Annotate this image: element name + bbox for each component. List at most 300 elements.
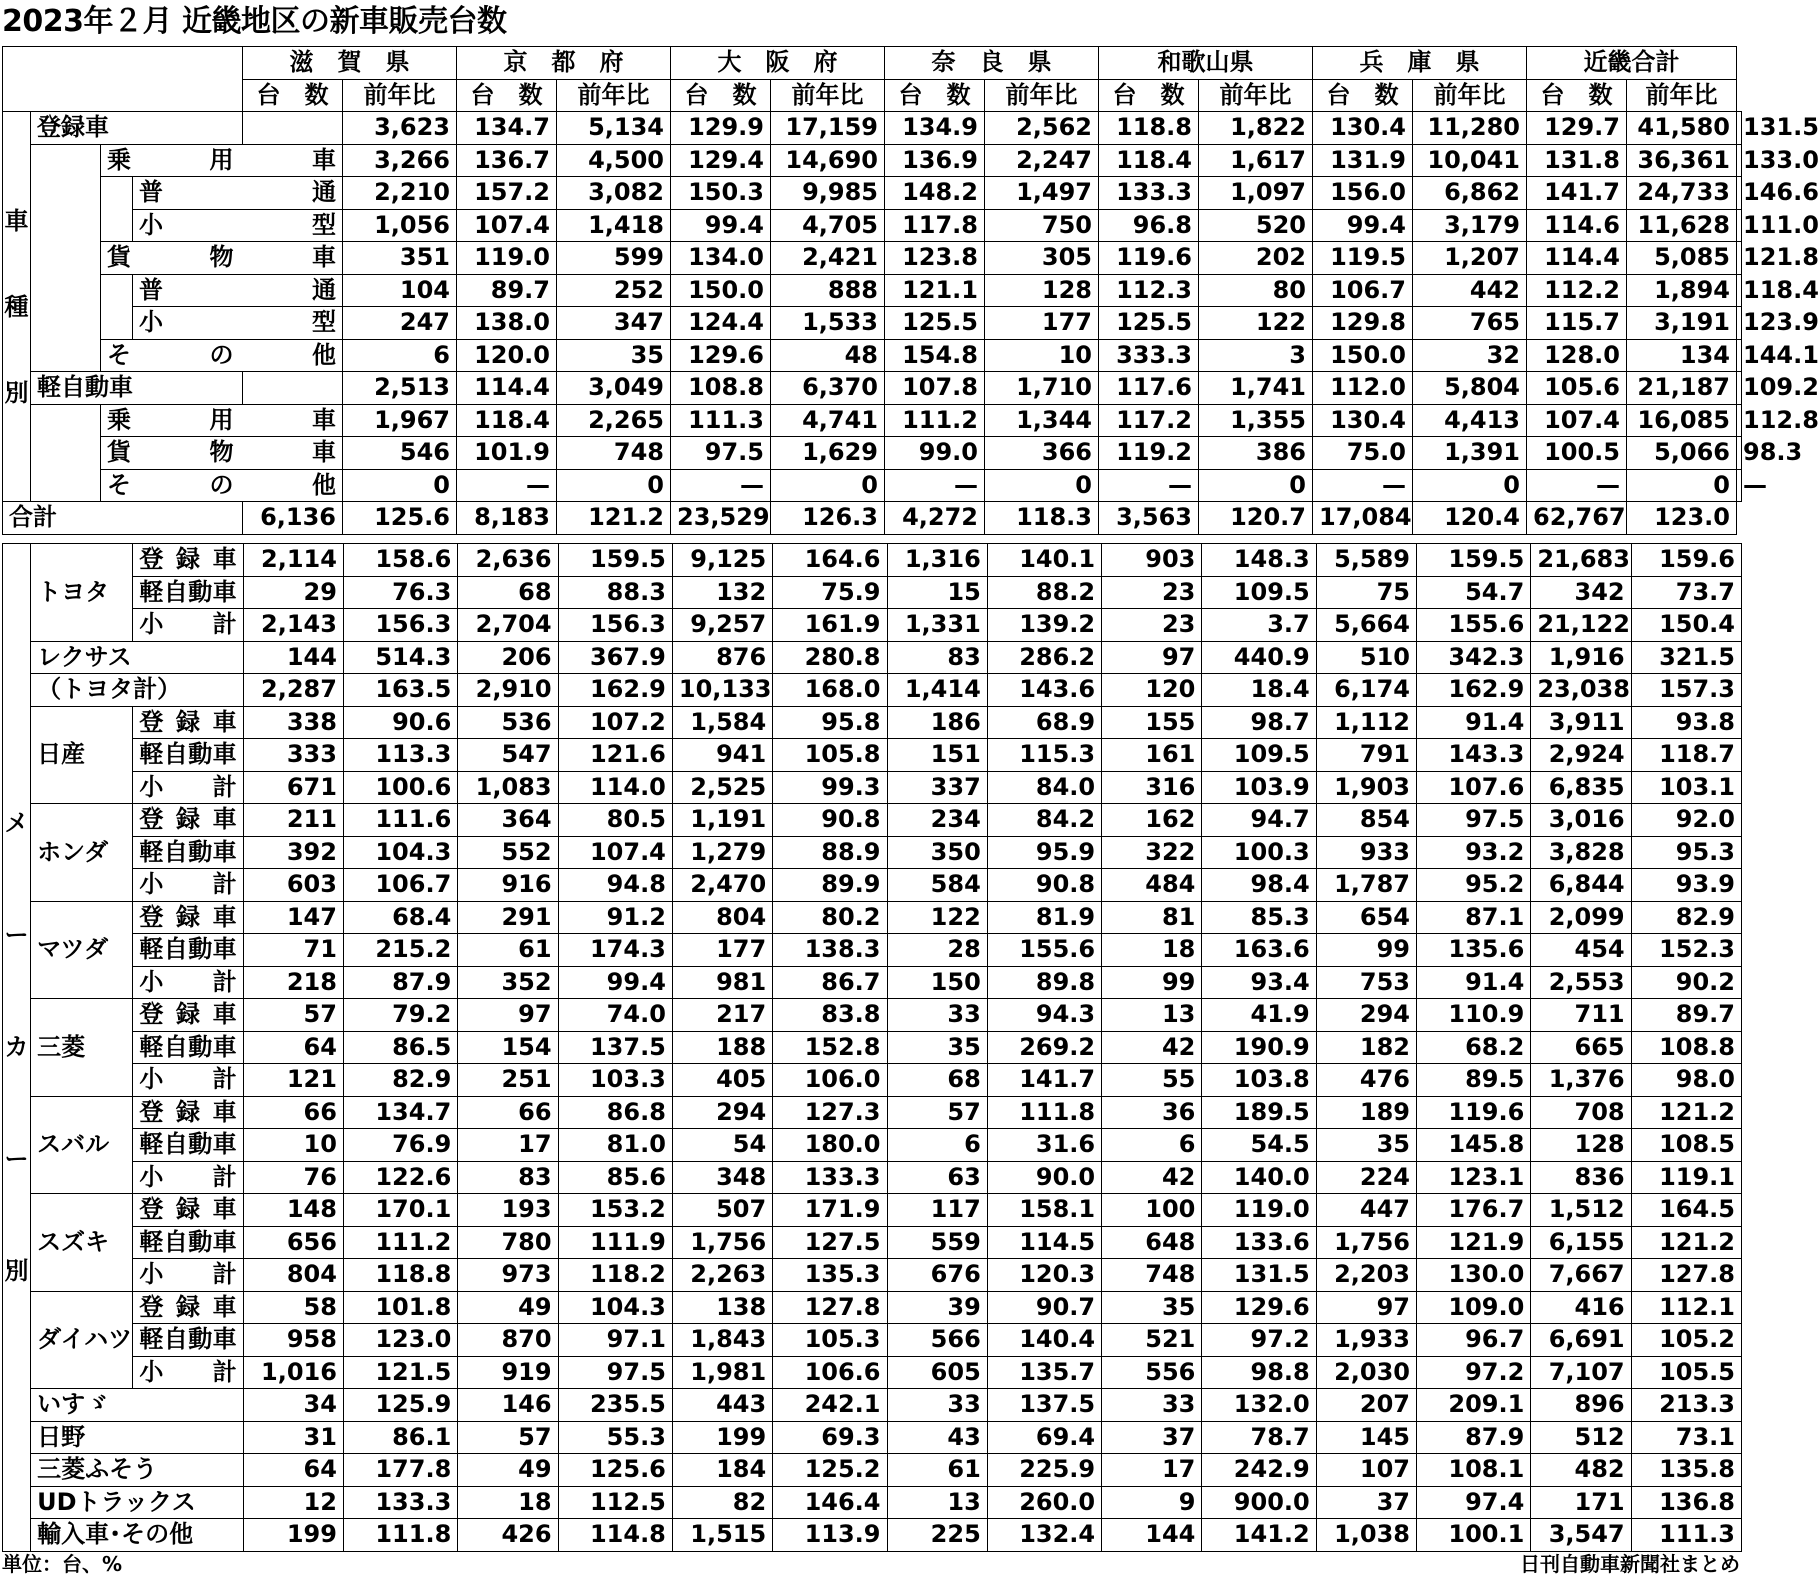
sub-label: 軽自動車 bbox=[133, 739, 243, 772]
count-cell: 350 bbox=[887, 836, 987, 869]
yoy-cell: 125.5 bbox=[1099, 307, 1199, 340]
yoy-cell: 114.8 bbox=[558, 1519, 672, 1552]
table-row bbox=[3, 1226, 1742, 1259]
yoy-cell: 97.5 bbox=[558, 1356, 672, 1389]
count-cell: 64 bbox=[243, 1454, 343, 1487]
yoy-cell: 180.0 bbox=[773, 1129, 887, 1162]
yoy-cell: 119.1 bbox=[1631, 1161, 1741, 1194]
yoy-cell: 126.3 bbox=[771, 502, 885, 535]
sub-label: 小 計 bbox=[133, 1161, 243, 1194]
count-cell: 836 bbox=[1531, 1161, 1631, 1194]
count-cell: 941 bbox=[672, 739, 772, 772]
yoy-cell: 190.9 bbox=[1202, 1031, 1316, 1064]
count-cell: 599 bbox=[557, 242, 671, 275]
yoy-cell: 84.0 bbox=[987, 771, 1101, 804]
table-row bbox=[3, 307, 1742, 340]
yoy-cell: 121.8 bbox=[1737, 242, 1742, 275]
count-cell: 1,822 bbox=[1199, 112, 1313, 145]
count-cell: 0 bbox=[557, 469, 671, 502]
count-cell: 33 bbox=[887, 1389, 987, 1422]
yoy-cell: 143.6 bbox=[987, 674, 1101, 707]
yoy-cell: 129.8 bbox=[1313, 307, 1413, 340]
yoy-cell: 138.3 bbox=[773, 934, 887, 967]
table-row bbox=[3, 1519, 1742, 1552]
yoy-cell: 94.3 bbox=[987, 999, 1101, 1032]
yoy-cell: 133.3 bbox=[1099, 177, 1199, 210]
yoy-cell: 106.7 bbox=[1313, 274, 1413, 307]
yoy-cell: 121.9 bbox=[1417, 1226, 1531, 1259]
count-cell: 416 bbox=[1531, 1291, 1631, 1324]
yoy-cell: 131.9 bbox=[1313, 144, 1413, 177]
yoy-cell: 164.6 bbox=[773, 544, 887, 577]
count-cell: 162 bbox=[1102, 804, 1202, 837]
count-cell: 1,981 bbox=[672, 1356, 772, 1389]
count-cell: 546 bbox=[343, 437, 457, 470]
count-cell: 1,894 bbox=[1627, 274, 1737, 307]
count-cell: 117 bbox=[887, 1194, 987, 1227]
table-row bbox=[3, 1454, 1742, 1487]
count-cell: 122 bbox=[1199, 307, 1313, 340]
sub-label: 軽自動車 bbox=[133, 934, 243, 967]
yoy-cell: 121.2 bbox=[1631, 1096, 1741, 1129]
yoy-header: 前年比 bbox=[985, 79, 1099, 112]
yoy-cell: 118.8 bbox=[343, 1259, 457, 1292]
yoy-cell: 176.7 bbox=[1417, 1194, 1531, 1227]
yoy-cell: 104.3 bbox=[558, 1291, 672, 1324]
count-cell: 1,056 bbox=[343, 209, 457, 242]
count-cell: 146 bbox=[458, 1389, 558, 1422]
yoy-cell: 148.2 bbox=[885, 177, 985, 210]
yoy-cell: 109.0 bbox=[1417, 1291, 1531, 1324]
sub-label: 登録車 bbox=[133, 804, 243, 837]
yoy-cell: 103.1 bbox=[1631, 771, 1741, 804]
yoy-cell: 106.7 bbox=[343, 869, 457, 902]
count-cell: 199 bbox=[243, 1519, 343, 1552]
count-cell: 145 bbox=[1316, 1421, 1416, 1454]
yoy-cell: 135.6 bbox=[1417, 934, 1531, 967]
count-cell: 0 bbox=[1627, 469, 1737, 502]
count-cell: 3,547 bbox=[1531, 1519, 1631, 1552]
count-cell: 2,513 bbox=[343, 372, 457, 405]
count-cell: 10,041 bbox=[1413, 144, 1527, 177]
indent-cell bbox=[31, 404, 101, 437]
yoy-cell: 93.8 bbox=[1631, 706, 1741, 739]
yoy-cell: 106.0 bbox=[773, 1064, 887, 1097]
count-cell: 247 bbox=[343, 307, 457, 340]
sub-label: 軽自動車 bbox=[133, 1129, 243, 1162]
yoy-cell: 97.2 bbox=[1417, 1356, 1531, 1389]
yoy-cell: 157.3 bbox=[1631, 674, 1741, 707]
group-label-vehicle-type: 車 種 別 bbox=[3, 112, 31, 502]
yoy-cell: 97.5 bbox=[671, 437, 771, 470]
count-cell: 2,421 bbox=[771, 242, 885, 275]
row-label: 軽自動車 bbox=[31, 372, 243, 405]
sub-label: 軽自動車 bbox=[133, 836, 243, 869]
count-cell: 1,038 bbox=[1316, 1519, 1416, 1552]
prefecture-header: 兵 庫 県 bbox=[1313, 47, 1527, 80]
count-cell: 6,844 bbox=[1531, 869, 1631, 902]
yoy-cell: 121.2 bbox=[1631, 1226, 1741, 1259]
sub-label: 小 計 bbox=[133, 1356, 243, 1389]
yoy-cell: 140.0 bbox=[1202, 1161, 1316, 1194]
yoy-cell: 125.2 bbox=[773, 1454, 887, 1487]
count-cell: 188 bbox=[672, 1031, 772, 1064]
yoy-cell: 111.6 bbox=[343, 804, 457, 837]
count-cell: 1,629 bbox=[771, 437, 885, 470]
count-cell: 876 bbox=[672, 641, 772, 674]
maker-label: ホンダ bbox=[31, 804, 133, 902]
count-cell: 134 bbox=[1627, 339, 1737, 372]
count-cell: 17,084 bbox=[1313, 502, 1413, 535]
count-cell: 17,159 bbox=[771, 112, 885, 145]
count-cell: 251 bbox=[458, 1064, 558, 1097]
yoy-cell: 152.3 bbox=[1631, 934, 1741, 967]
table-row bbox=[3, 1486, 1742, 1519]
yoy-cell: 260.0 bbox=[987, 1486, 1101, 1519]
yoy-cell: 86.8 bbox=[558, 1096, 672, 1129]
count-cell: 426 bbox=[458, 1519, 558, 1552]
count-cell: 17 bbox=[458, 1129, 558, 1162]
count-cell: 11,628 bbox=[1627, 209, 1737, 242]
count-cell: 43 bbox=[887, 1421, 987, 1454]
count-cell: 351 bbox=[343, 242, 457, 275]
yoy-cell: 100.5 bbox=[1527, 437, 1627, 470]
count-cell: 442 bbox=[1413, 274, 1527, 307]
count-cell: 916 bbox=[458, 869, 558, 902]
count-cell: 2,562 bbox=[985, 112, 1099, 145]
count-cell: 66 bbox=[458, 1096, 558, 1129]
count-cell: 6,370 bbox=[771, 372, 885, 405]
count-cell: 75 bbox=[1316, 576, 1416, 609]
yoy-cell: 81.9 bbox=[987, 901, 1101, 934]
sub-label: 登録車 bbox=[133, 1291, 243, 1324]
yoy-cell: 125.9 bbox=[343, 1389, 457, 1422]
count-header: 台 数 bbox=[671, 79, 771, 112]
count-cell: 981 bbox=[672, 966, 772, 999]
yoy-cell: 107.4 bbox=[558, 836, 672, 869]
count-cell: 54 bbox=[672, 1129, 772, 1162]
count-cell: 42 bbox=[1102, 1031, 1202, 1064]
count-cell: 1,843 bbox=[672, 1324, 772, 1357]
yoy-cell: 90.6 bbox=[343, 706, 457, 739]
yoy-cell: 110.9 bbox=[1417, 999, 1531, 1032]
table-row bbox=[3, 576, 1742, 609]
yoy-cell: 269.2 bbox=[987, 1031, 1101, 1064]
yoy-cell: 117.6 bbox=[1099, 372, 1199, 405]
yoy-cell: 68.9 bbox=[987, 706, 1101, 739]
indent-cell bbox=[31, 274, 101, 307]
yoy-cell: 135.8 bbox=[1631, 1454, 1741, 1487]
yoy-cell: 127.5 bbox=[773, 1226, 887, 1259]
yoy-cell: 120.0 bbox=[457, 339, 557, 372]
yoy-header: 前年比 bbox=[1627, 79, 1737, 112]
prefecture-header: 近畿合計 bbox=[1527, 47, 1737, 80]
count-cell: 99 bbox=[1316, 934, 1416, 967]
count-cell: 41,580 bbox=[1627, 112, 1737, 145]
table-row bbox=[3, 609, 1742, 642]
count-header: 台 数 bbox=[457, 79, 557, 112]
yoy-cell: 87.1 bbox=[1417, 901, 1531, 934]
count-cell: 6 bbox=[1102, 1129, 1202, 1162]
indent-cell bbox=[31, 307, 101, 340]
prefecture-header: 和歌山県 bbox=[1099, 47, 1313, 80]
yoy-cell: — bbox=[1099, 469, 1199, 502]
count-cell: 804 bbox=[243, 1259, 343, 1292]
count-cell: 217 bbox=[672, 999, 772, 1032]
maker-label: スズキ bbox=[31, 1194, 133, 1292]
yoy-cell: 134.9 bbox=[885, 112, 985, 145]
count-cell: 202 bbox=[1199, 242, 1313, 275]
count-cell: 186 bbox=[887, 706, 987, 739]
maker-label: 日野 bbox=[31, 1421, 244, 1454]
count-cell: 1,316 bbox=[887, 544, 987, 577]
yoy-cell: 111.8 bbox=[987, 1096, 1101, 1129]
count-cell: 521 bbox=[1102, 1324, 1202, 1357]
count-cell: 4,741 bbox=[771, 404, 885, 437]
count-cell: 18 bbox=[458, 1486, 558, 1519]
yoy-cell: — bbox=[671, 469, 771, 502]
count-cell: 0 bbox=[985, 469, 1099, 502]
yoy-cell: 145.8 bbox=[1417, 1129, 1531, 1162]
count-cell: 3,016 bbox=[1531, 804, 1631, 837]
yoy-cell: 54.7 bbox=[1417, 576, 1531, 609]
count-cell: 207 bbox=[1316, 1389, 1416, 1422]
table-row bbox=[3, 966, 1742, 999]
yoy-cell: 97.2 bbox=[1202, 1324, 1316, 1357]
yoy-cell: 95.9 bbox=[987, 836, 1101, 869]
yoy-cell: 121.5 bbox=[343, 1356, 457, 1389]
count-cell: 184 bbox=[672, 1454, 772, 1487]
count-cell: 896 bbox=[1531, 1389, 1631, 1422]
yoy-cell: 112.1 bbox=[1631, 1291, 1741, 1324]
yoy-cell: 76.9 bbox=[343, 1129, 457, 1162]
count-cell: 199 bbox=[672, 1421, 772, 1454]
indent-cell bbox=[31, 209, 101, 242]
count-cell: 21,683 bbox=[1531, 544, 1631, 577]
count-cell: 37 bbox=[1316, 1486, 1416, 1519]
sub-label: 登録車 bbox=[133, 1096, 243, 1129]
maker-label: 輸入車･その他 bbox=[31, 1519, 244, 1552]
yoy-cell: 215.2 bbox=[343, 934, 457, 967]
yoy-cell: 120.3 bbox=[987, 1259, 1101, 1292]
count-cell: 71 bbox=[243, 934, 343, 967]
count-cell: 1,207 bbox=[1413, 242, 1527, 275]
count-cell: 29 bbox=[243, 576, 343, 609]
count-cell: 8,183 bbox=[457, 502, 557, 535]
yoy-cell: 108.5 bbox=[1631, 1129, 1741, 1162]
table-row bbox=[3, 934, 1742, 967]
yoy-cell: 123.1 bbox=[1417, 1161, 1531, 1194]
count-cell: 665 bbox=[1531, 1031, 1631, 1064]
count-cell: 2,287 bbox=[243, 674, 343, 707]
count-cell: 132 bbox=[672, 576, 772, 609]
count-cell: 35 bbox=[1316, 1129, 1416, 1162]
yoy-cell: 177.8 bbox=[343, 1454, 457, 1487]
yoy-cell: 162.9 bbox=[1417, 674, 1531, 707]
yoy-cell: 123.0 bbox=[343, 1324, 457, 1357]
count-cell: 1,191 bbox=[672, 804, 772, 837]
yoy-header: 前年比 bbox=[343, 79, 457, 112]
count-cell: 6,835 bbox=[1531, 771, 1631, 804]
yoy-cell: 107.2 bbox=[558, 706, 672, 739]
yoy-cell: 103.8 bbox=[1202, 1064, 1316, 1097]
yoy-cell: 95.3 bbox=[1631, 836, 1741, 869]
count-cell: 559 bbox=[887, 1226, 987, 1259]
count-cell: 234 bbox=[887, 804, 987, 837]
count-cell: 57 bbox=[887, 1096, 987, 1129]
yoy-cell: 89.7 bbox=[457, 274, 557, 307]
maker-label: UDトラックス bbox=[31, 1486, 244, 1519]
yoy-cell: 163.6 bbox=[1202, 934, 1316, 967]
yoy-cell: 131.5 bbox=[1202, 1259, 1316, 1292]
yoy-cell: 155.6 bbox=[987, 934, 1101, 967]
table-row bbox=[3, 999, 1742, 1032]
count-cell: 1,016 bbox=[243, 1356, 343, 1389]
yoy-cell: 131.5 bbox=[1737, 112, 1742, 145]
yoy-cell: 90.8 bbox=[987, 869, 1101, 902]
yoy-cell: 119.5 bbox=[1313, 242, 1413, 275]
count-cell: 155 bbox=[1102, 706, 1202, 739]
yoy-cell: 54.5 bbox=[1202, 1129, 1316, 1162]
count-cell: 83 bbox=[887, 641, 987, 674]
count-cell: 5,085 bbox=[1627, 242, 1737, 275]
count-cell: 7,107 bbox=[1531, 1356, 1631, 1389]
count-cell: 291 bbox=[458, 901, 558, 934]
table-row bbox=[3, 1096, 1742, 1129]
yoy-cell: 127.8 bbox=[773, 1291, 887, 1324]
count-cell: 1,710 bbox=[985, 372, 1099, 405]
yoy-cell: 367.9 bbox=[558, 641, 672, 674]
yoy-header: 前年比 bbox=[1413, 79, 1527, 112]
count-cell: 2,099 bbox=[1531, 901, 1631, 934]
count-cell: 120 bbox=[1102, 674, 1202, 707]
yoy-cell: 121.6 bbox=[558, 739, 672, 772]
count-cell: 76 bbox=[243, 1161, 343, 1194]
yoy-cell: 118.2 bbox=[558, 1259, 672, 1292]
yoy-cell: 78.7 bbox=[1202, 1421, 1316, 1454]
count-cell: 366 bbox=[985, 437, 1099, 470]
yoy-cell: 159.5 bbox=[1417, 544, 1531, 577]
count-header: 台 数 bbox=[243, 79, 343, 112]
count-cell: 656 bbox=[243, 1226, 343, 1259]
count-cell: 791 bbox=[1316, 739, 1416, 772]
count-cell: 316 bbox=[1102, 771, 1202, 804]
count-cell: 17 bbox=[1102, 1454, 1202, 1487]
count-cell: 333 bbox=[243, 739, 343, 772]
count-cell: 1,355 bbox=[1199, 404, 1313, 437]
count-cell: 9,985 bbox=[771, 177, 885, 210]
yoy-cell: 134.0 bbox=[671, 242, 771, 275]
indent-cell bbox=[31, 469, 101, 502]
count-cell: 83 bbox=[458, 1161, 558, 1194]
yoy-cell: 125.6 bbox=[343, 502, 457, 535]
yoy-cell: 123.8 bbox=[885, 242, 985, 275]
count-cell: 23,529 bbox=[671, 502, 771, 535]
yoy-cell: 114.4 bbox=[457, 372, 557, 405]
count-cell: 1,344 bbox=[985, 404, 1099, 437]
yoy-cell: 120.7 bbox=[1199, 502, 1313, 535]
yoy-cell: 514.3 bbox=[343, 641, 457, 674]
table-row bbox=[3, 209, 1742, 242]
yoy-header: 前年比 bbox=[1199, 79, 1313, 112]
count-cell: 7,667 bbox=[1531, 1259, 1631, 1292]
count-cell: 364 bbox=[458, 804, 558, 837]
table-row bbox=[3, 1389, 1742, 1422]
yoy-cell: 101.8 bbox=[343, 1291, 457, 1324]
yoy-cell: 105.3 bbox=[773, 1324, 887, 1357]
count-cell: 9,257 bbox=[672, 609, 772, 642]
count-cell: 348 bbox=[672, 1161, 772, 1194]
yoy-cell: 156.3 bbox=[558, 609, 672, 642]
yoy-cell: 68.2 bbox=[1417, 1031, 1531, 1064]
table-row bbox=[3, 112, 1742, 145]
count-cell: 128 bbox=[1531, 1129, 1631, 1162]
count-cell: 21,122 bbox=[1531, 609, 1631, 642]
count-cell: 711 bbox=[1531, 999, 1631, 1032]
yoy-cell: 132.4 bbox=[987, 1519, 1101, 1552]
count-cell: 21,187 bbox=[1627, 372, 1737, 405]
yoy-cell: 83.8 bbox=[773, 999, 887, 1032]
yoy-cell: 100.6 bbox=[343, 771, 457, 804]
count-cell: 15 bbox=[887, 576, 987, 609]
table-row bbox=[3, 771, 1742, 804]
table-row bbox=[3, 544, 1742, 577]
yoy-cell: 115.7 bbox=[1527, 307, 1627, 340]
yoy-cell: 125.5 bbox=[885, 307, 985, 340]
yoy-cell: 155.6 bbox=[1417, 609, 1531, 642]
prefecture-header: 京 都 府 bbox=[457, 47, 671, 80]
count-cell: 337 bbox=[887, 771, 987, 804]
count-cell: 182 bbox=[1316, 1031, 1416, 1064]
yoy-cell: 111.3 bbox=[671, 404, 771, 437]
indent-cell bbox=[31, 144, 101, 177]
yoy-cell: 144.1 bbox=[1737, 339, 1742, 372]
yoy-cell: 107.4 bbox=[1527, 404, 1627, 437]
yoy-cell: 99.4 bbox=[1313, 209, 1413, 242]
count-cell: 507 bbox=[672, 1194, 772, 1227]
yoy-cell: — bbox=[1737, 469, 1742, 502]
count-cell: 3,082 bbox=[557, 177, 671, 210]
count-cell: 584 bbox=[887, 869, 987, 902]
yoy-cell: 82.9 bbox=[1631, 901, 1741, 934]
count-cell: 9,125 bbox=[672, 544, 772, 577]
count-cell: 2,114 bbox=[243, 544, 343, 577]
count-cell: 1,414 bbox=[887, 674, 987, 707]
group-label-maker: メ ー カ ー 別 bbox=[3, 544, 31, 1552]
count-cell: 0 bbox=[771, 469, 885, 502]
sub-label: 小 計 bbox=[133, 966, 243, 999]
count-cell: 443 bbox=[672, 1389, 772, 1422]
yoy-cell: 80.5 bbox=[558, 804, 672, 837]
yoy-cell: 118.7 bbox=[1631, 739, 1741, 772]
yoy-cell: 150.0 bbox=[1313, 339, 1413, 372]
yoy-cell: 150.0 bbox=[671, 274, 771, 307]
count-cell: 5,134 bbox=[557, 112, 671, 145]
yoy-cell: 99.4 bbox=[558, 966, 672, 999]
count-cell: 151 bbox=[887, 739, 987, 772]
count-header: 台 数 bbox=[885, 79, 985, 112]
count-cell: 68 bbox=[887, 1064, 987, 1097]
count-cell: 14,690 bbox=[771, 144, 885, 177]
row-label: 普 通 bbox=[133, 274, 343, 307]
unit-note: 単位：台、% bbox=[2, 1552, 123, 1576]
yoy-cell: 146.4 bbox=[773, 1486, 887, 1519]
table-row bbox=[3, 177, 1742, 210]
sub-label: 軽自動車 bbox=[133, 1031, 243, 1064]
yoy-cell: 87.9 bbox=[343, 966, 457, 999]
yoy-cell: 130.0 bbox=[1417, 1259, 1531, 1292]
count-cell: 748 bbox=[557, 437, 671, 470]
